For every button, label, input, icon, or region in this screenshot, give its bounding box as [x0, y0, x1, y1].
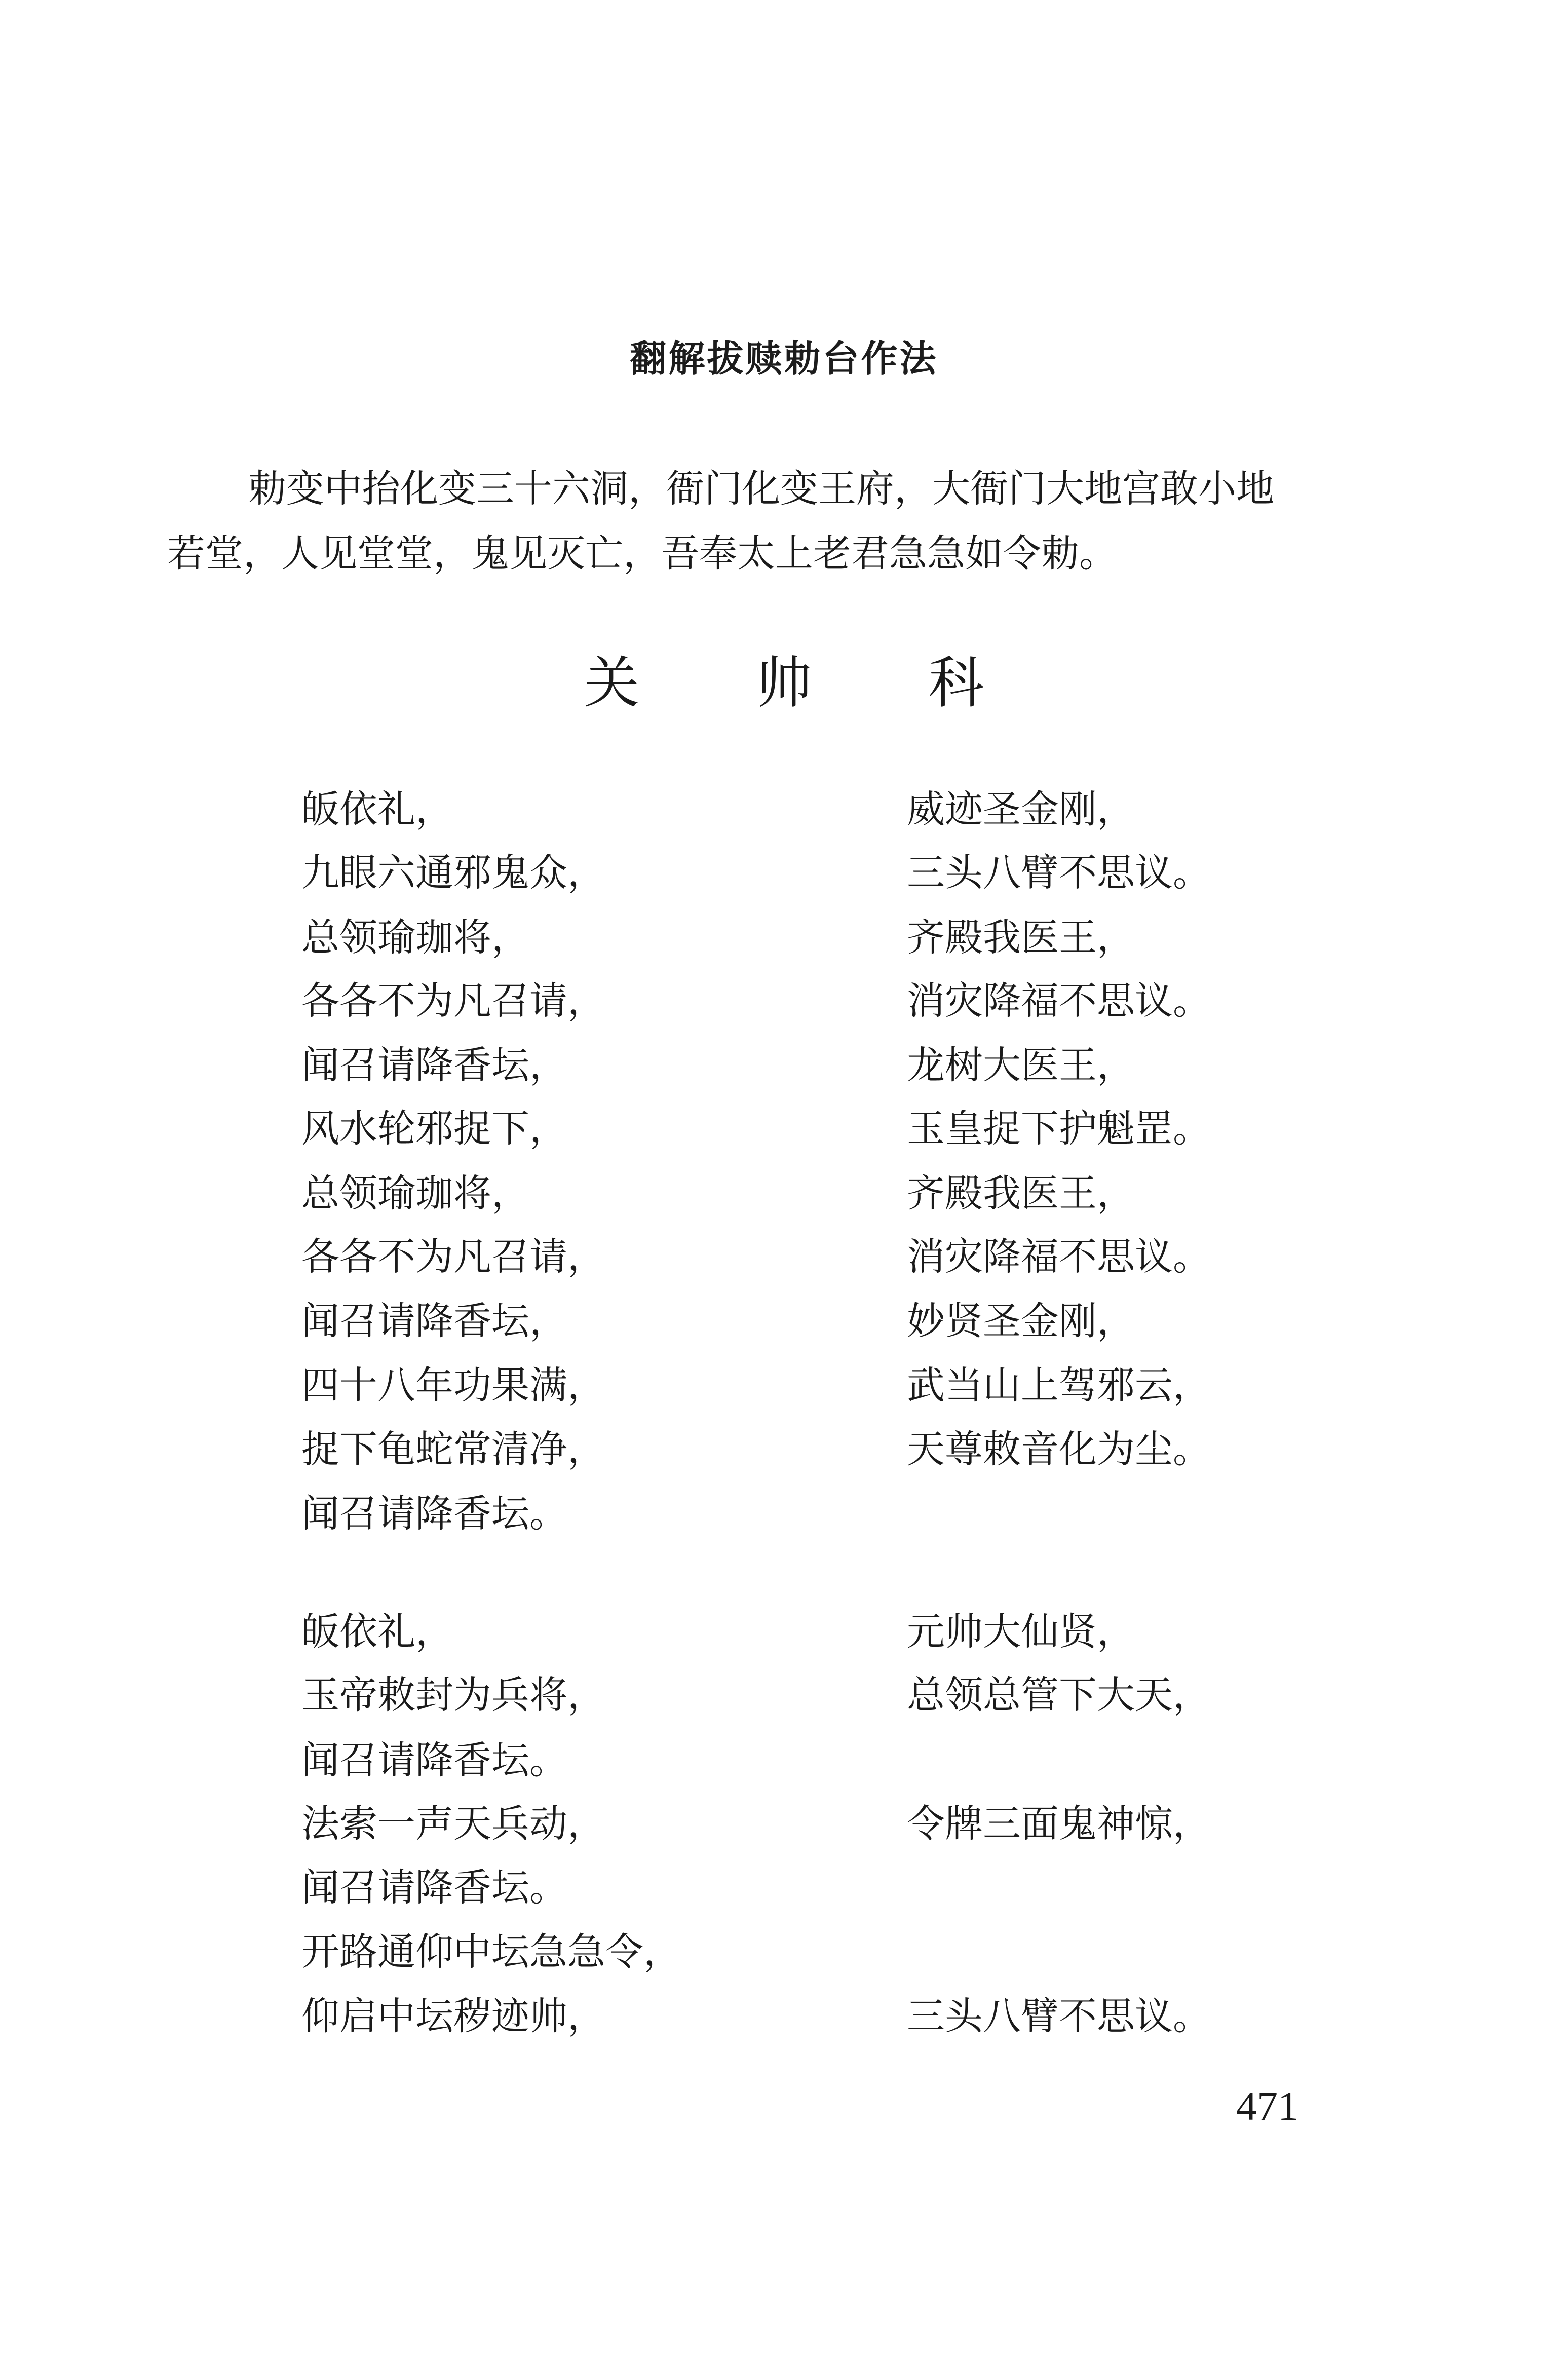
title-char: 关 — [584, 651, 640, 715]
verse-line: 天尊敕音化为尘。 — [907, 1427, 1211, 1471]
verse-line: 法索一声天兵动， — [301, 1801, 606, 1846]
verse-line: 四十八年功果满， — [301, 1363, 606, 1408]
verse-line: 总领瑜珈将， — [301, 915, 530, 960]
verse-line: 总领瑜珈将， — [301, 1171, 530, 1215]
subheading: 翻解拔赎勅台作法 — [630, 337, 938, 380]
verse-line: 元帅大仙贤， — [907, 1609, 1135, 1654]
verse-line: 开路通仰中坛急急令， — [301, 1929, 682, 1974]
verse-line: 玉皇捉下护魁罡。 — [907, 1106, 1211, 1151]
verse-line: 各各不为凡召请， — [301, 1234, 606, 1279]
verse-line: 龙树大医王， — [907, 1043, 1135, 1087]
verse-line: 三头八臂不思议。 — [907, 850, 1211, 895]
verse-line: 妙贤圣金刚， — [907, 1299, 1135, 1343]
verse-line: 九眼六通邪鬼众， — [301, 850, 606, 895]
verse-line: 闻召请降香坛。 — [301, 1491, 568, 1536]
verse-line: 总领总管下大天， — [907, 1672, 1211, 1717]
verse-line: 皈依礼， — [301, 1609, 454, 1654]
verse-line: 令牌三面鬼神惊， — [907, 1801, 1211, 1846]
paragraph — [167, 456, 1373, 586]
verse-line: 消灾降福不思议。 — [907, 1234, 1211, 1279]
verse-line: 闻召请降香坛。 — [301, 1738, 568, 1782]
paragraph-line-2: 若堂，人见堂堂，鬼见灭亡，吾奉太上老君急急如令勅。 — [167, 531, 1118, 576]
verse-line: 消灾降福不思议。 — [907, 978, 1211, 1023]
verse-line: 齐殿我医王， — [907, 1171, 1135, 1215]
title-char: 帅 — [756, 651, 812, 715]
verse-line: 闻召请降香坛， — [301, 1043, 568, 1087]
verse-line: 闻召请降香坛， — [301, 1299, 568, 1343]
verse-line: 玉帝敕封为兵将， — [301, 1672, 606, 1717]
verse-line: 仰启中坛秽迹帅， — [301, 1994, 606, 2038]
verse-line: 闻召请降香坛。 — [301, 1865, 568, 1910]
verse-line: 威迹圣金刚， — [907, 787, 1135, 831]
verse-line: 各各不为凡召请， — [301, 978, 606, 1023]
verse-line: 武当山上驾邪云， — [907, 1363, 1211, 1408]
verse-line: 捉下龟蛇常清净， — [301, 1427, 606, 1471]
verse-line: 三头八臂不思议。 — [907, 1994, 1211, 2038]
verse-line: 皈依礼， — [301, 787, 454, 831]
section-title — [0, 638, 1568, 718]
paragraph-line-1: 勅变中抬化变三十六洞，衙门化变王府，大衙门大地宫敢小地 — [248, 466, 1275, 511]
verse-line: 风水轮邪捉下， — [301, 1106, 568, 1151]
page-number: 471 — [1236, 2083, 1298, 2129]
title-char: 科 — [928, 651, 984, 715]
verse-line: 齐殿我医王， — [907, 915, 1135, 960]
